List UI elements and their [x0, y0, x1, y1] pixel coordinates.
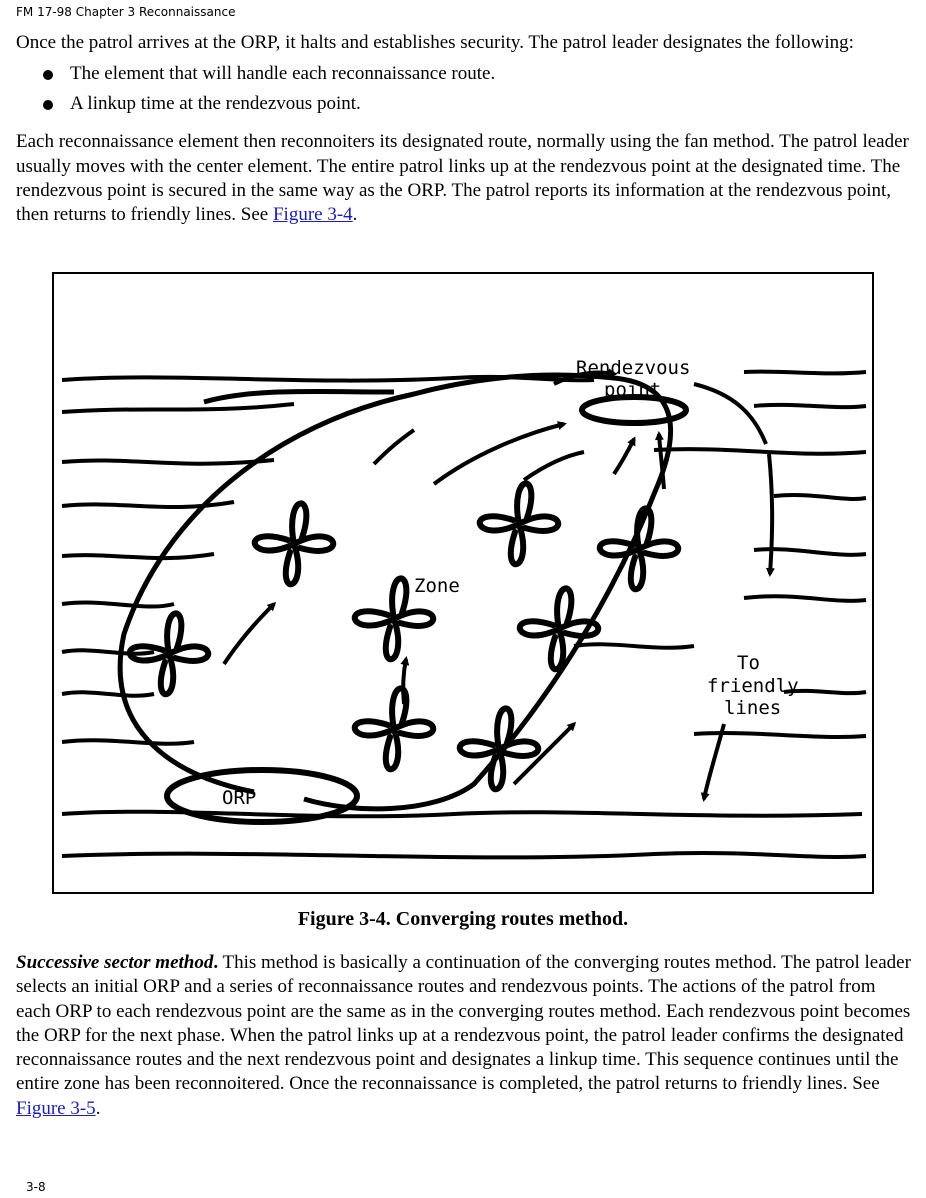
rendezvous-label-line2: point — [604, 379, 662, 401]
term-heading: Successive sector method — [16, 952, 214, 973]
body-text — [16, 31, 916, 227]
page-number: 3-8 — [26, 1180, 46, 1194]
bullet-text: A linkup time at the rendezvous point. — [70, 93, 361, 115]
bullet-icon — [43, 100, 53, 110]
zone-label: Zone — [414, 575, 460, 597]
orp-label: ORP — [222, 787, 257, 809]
paragraph-end: . — [352, 204, 358, 226]
figure-drawing — [54, 274, 872, 892]
successive-sector-paragraph — [16, 951, 911, 1121]
rendezvous-label-line1: Rendezvous — [576, 357, 691, 379]
paragraph-end: . — [95, 1097, 101, 1119]
to-friendly-lines-label-2: friendly — [707, 675, 799, 697]
list-item — [16, 59, 916, 89]
bullet-text: The element that will handle each reconnaissance route. — [70, 63, 496, 85]
fan-patterns — [130, 483, 678, 789]
bullet-list — [16, 59, 916, 119]
running-header: FM 17-98 Chapter 3 Reconnaissance — [16, 5, 236, 19]
figure-caption: Figure 3-4. Converging routes method. — [297, 908, 629, 930]
term-end: . — [213, 952, 219, 973]
figure-3-5-link[interactable]: Figure 3-5 — [16, 1097, 96, 1119]
paragraph-text: This method is basically a continuation of the converging routes method. The patrol leader selects an initial ORP and a series of reconnaissance routes and rendezvous points. The actions of the patrol from each ORP to each rendezvous point are the same as in the converging routes method. Each rendezvous point becomes the ORP for the next phase. When the patrol links up at a rendezvous point, the patrol leader confirms the designated reconnaissance routes and the next rendezvous point and designates a linkup time. This sequence continues until the entire zone has been reconnoitered. Once the reconnaissance is completed, the patrol returns to friendly lines. See — [16, 952, 911, 1095]
converging-routes-figure — [52, 272, 874, 894]
intro-paragraph: Once the patrol arrives at the ORP, it halts and establishes security. The patrol leader designates the following: — [16, 32, 854, 53]
list-item — [16, 89, 916, 119]
figure-3-4-link[interactable]: Figure 3-4 — [272, 204, 353, 226]
bullet-icon — [43, 70, 53, 80]
paragraph-text: Each reconnaissance element then reconnoiters its designated route, normally using the fan method. The patrol leader usually moves with the center element. The entire patrol links up at the rendezvous point at the designated time. The rendezvous point is secured in the same way as the ORP. The patrol reports its information at the rendezvous point, then returns to friendly lines. See — [16, 131, 909, 226]
linkup-paragraph — [16, 130, 916, 227]
to-friendly-lines-label-1: To — [737, 652, 760, 674]
to-friendly-lines-label-3: lines — [724, 697, 782, 719]
